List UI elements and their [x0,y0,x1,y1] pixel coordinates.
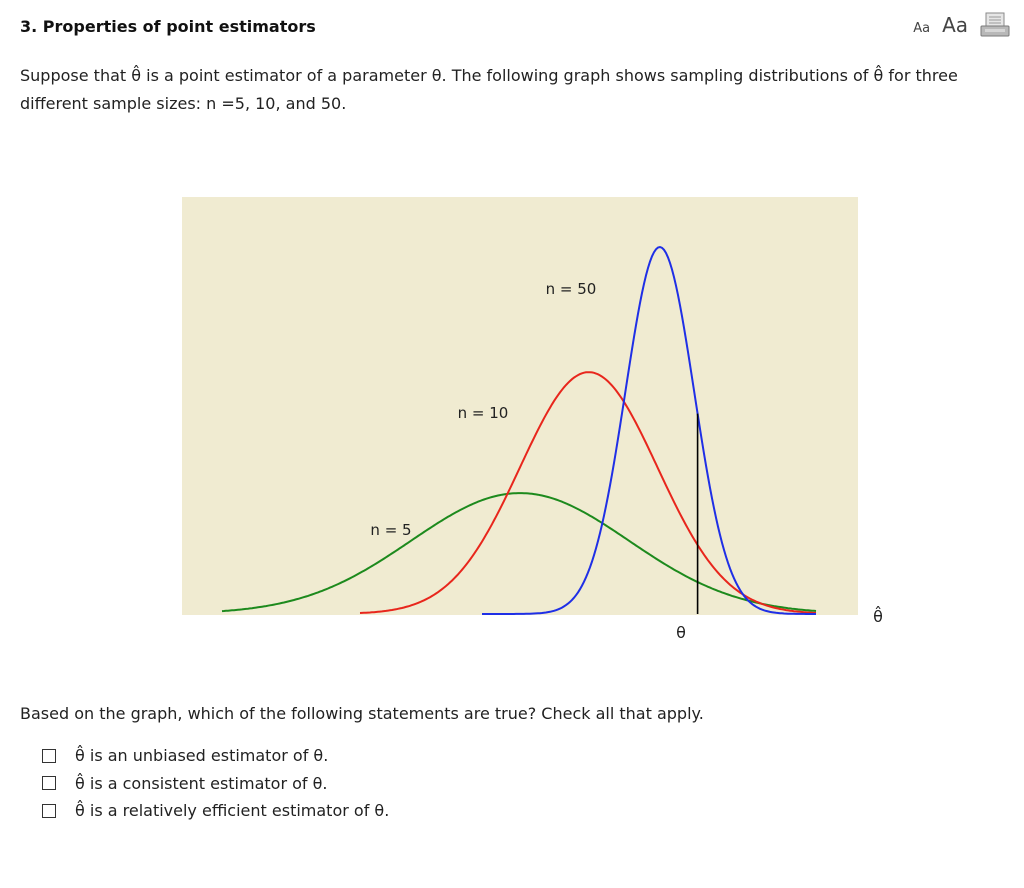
page-title: 3. Properties of point estimators [20,17,316,36]
option-label: θ̂ is a relatively efficient estimator of θ. [75,801,390,821]
answer-options [42,742,389,825]
checkbox[interactable] [42,804,56,818]
series-label-n50: n = 50 [545,280,597,298]
x-axis-label: θ̂ [873,607,883,626]
intro-line-2: different sample sizes: n =5, 10, and 50. [20,94,347,113]
series-label-n5: n = 5 [370,521,412,539]
option-label: θ̂ is a consistent estimator of θ. [75,773,328,793]
intro-line-1: Suppose that θ̂ is a point estimator of a parameter θ. The following graph shows sampling distributions of θ̂ for three [20,66,958,85]
theta-axis-label: θ [676,623,686,642]
option-unbiased[interactable] [42,742,389,770]
font-size-small-button[interactable]: Aa [913,20,931,36]
option-consistent[interactable] [42,770,389,798]
checkbox[interactable] [42,776,56,790]
series-label-n10: n = 10 [457,404,509,422]
checkbox[interactable] [42,749,56,763]
option-efficient[interactable] [42,797,389,825]
font-size-large-button[interactable]: Aa [942,13,968,37]
question-prompt: Based on the graph, which of the following statements are true? Check all that apply. [20,704,704,723]
chart-plot-area [182,197,858,615]
option-label: θ̂ is an unbiased estimator of θ. [75,746,329,766]
